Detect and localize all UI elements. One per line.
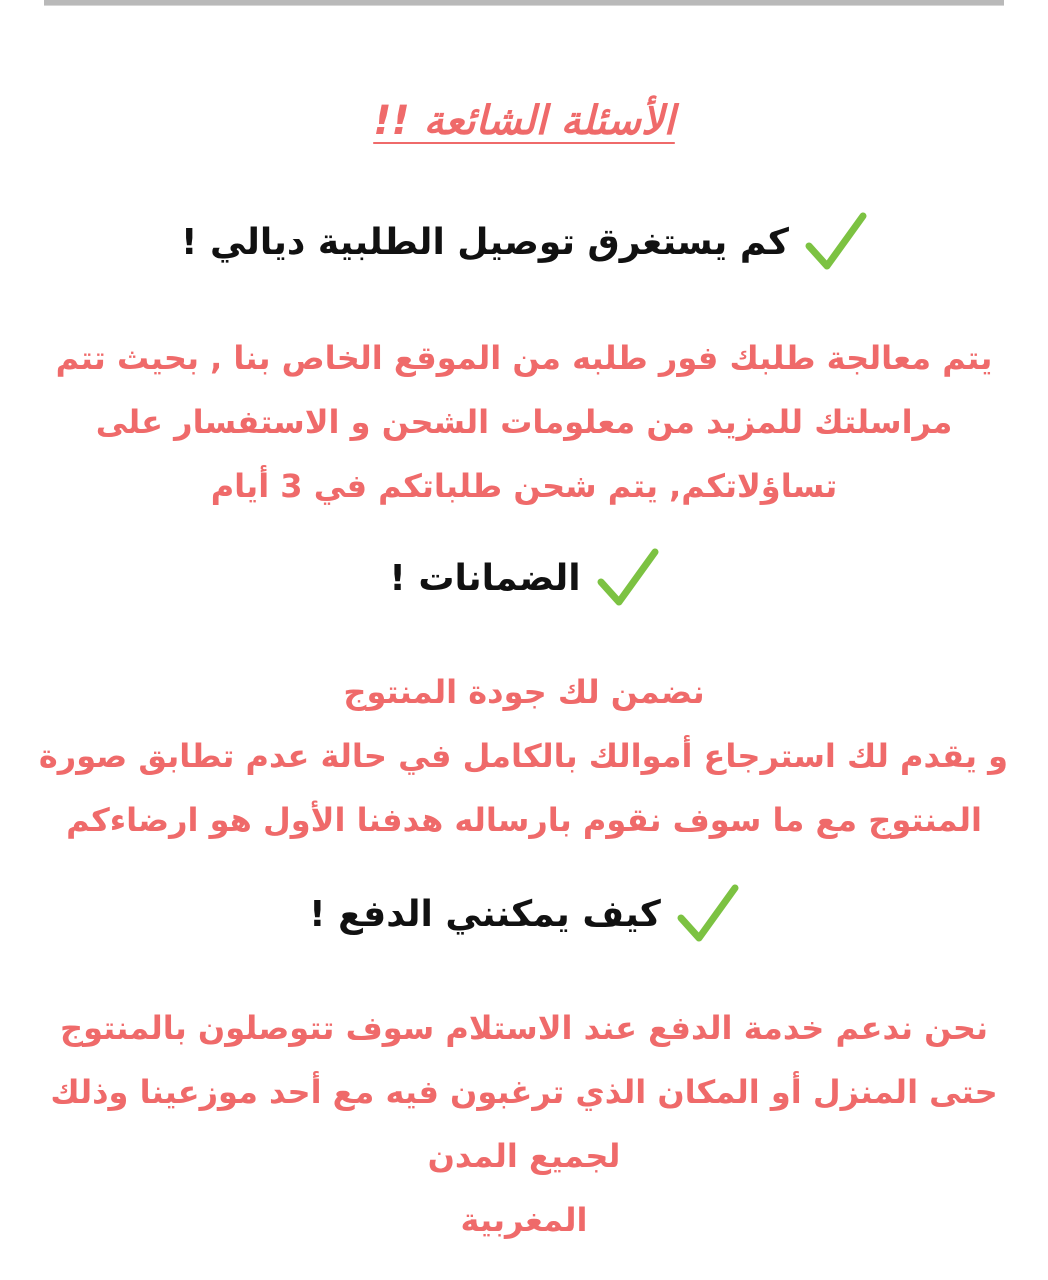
- checkmark-icon: [677, 884, 739, 944]
- faq-question-payment: [0, 884, 1048, 944]
- answer-line: مراسلتك للمزيد من معلومات الشحن و الاستفسار على: [95, 403, 953, 441]
- faq-question-text: الضمانات !: [389, 557, 581, 599]
- answer-line: المغربية: [460, 1201, 588, 1239]
- top-divider: [44, 0, 1004, 6]
- answer-line: لجميع المدن: [427, 1137, 621, 1175]
- faq-question-guarantees: [0, 548, 1048, 608]
- answer-line: تساؤلاتكم, يتم شحن طلباتكم في 3 أيام: [210, 467, 838, 505]
- faq-question-text: كيف يمكنني الدفع !: [309, 893, 661, 935]
- faq-answer-payment: [40, 996, 1008, 1252]
- faq-answer-guarantees: [40, 660, 1008, 852]
- faq-question-text: كم يستغرق توصيل الطلبية ديالي !: [181, 221, 789, 263]
- answer-line: نحن ندعم خدمة الدفع عند الاستلام سوف تتوصلون بالمنتوج: [60, 1009, 988, 1047]
- faq-answer-delivery: [40, 326, 1008, 518]
- faq-question-delivery: [0, 212, 1048, 272]
- checkmark-icon: [597, 548, 659, 608]
- answer-line: يتم معالجة طلبك فور طلبه من الموقع الخاص بنا , بحيث تتم: [55, 339, 993, 377]
- page-title: الأسئلة الشائعة !!: [373, 98, 675, 144]
- answer-line: و يقدم لك استرجاع أموالك بالكامل في حالة عدم تطابق صورة: [38, 737, 1008, 775]
- answer-line: نضمن لك جودة المنتوج: [343, 673, 705, 711]
- checkmark-icon: [805, 212, 867, 272]
- answer-line: المنتوج مع ما سوف نقوم بارساله هدفنا الأول هو ارضاءكم: [66, 801, 982, 839]
- answer-line: حتى المنزل أو المكان الذي ترغبون فيه مع أحد موزعينا وذلك: [50, 1073, 998, 1111]
